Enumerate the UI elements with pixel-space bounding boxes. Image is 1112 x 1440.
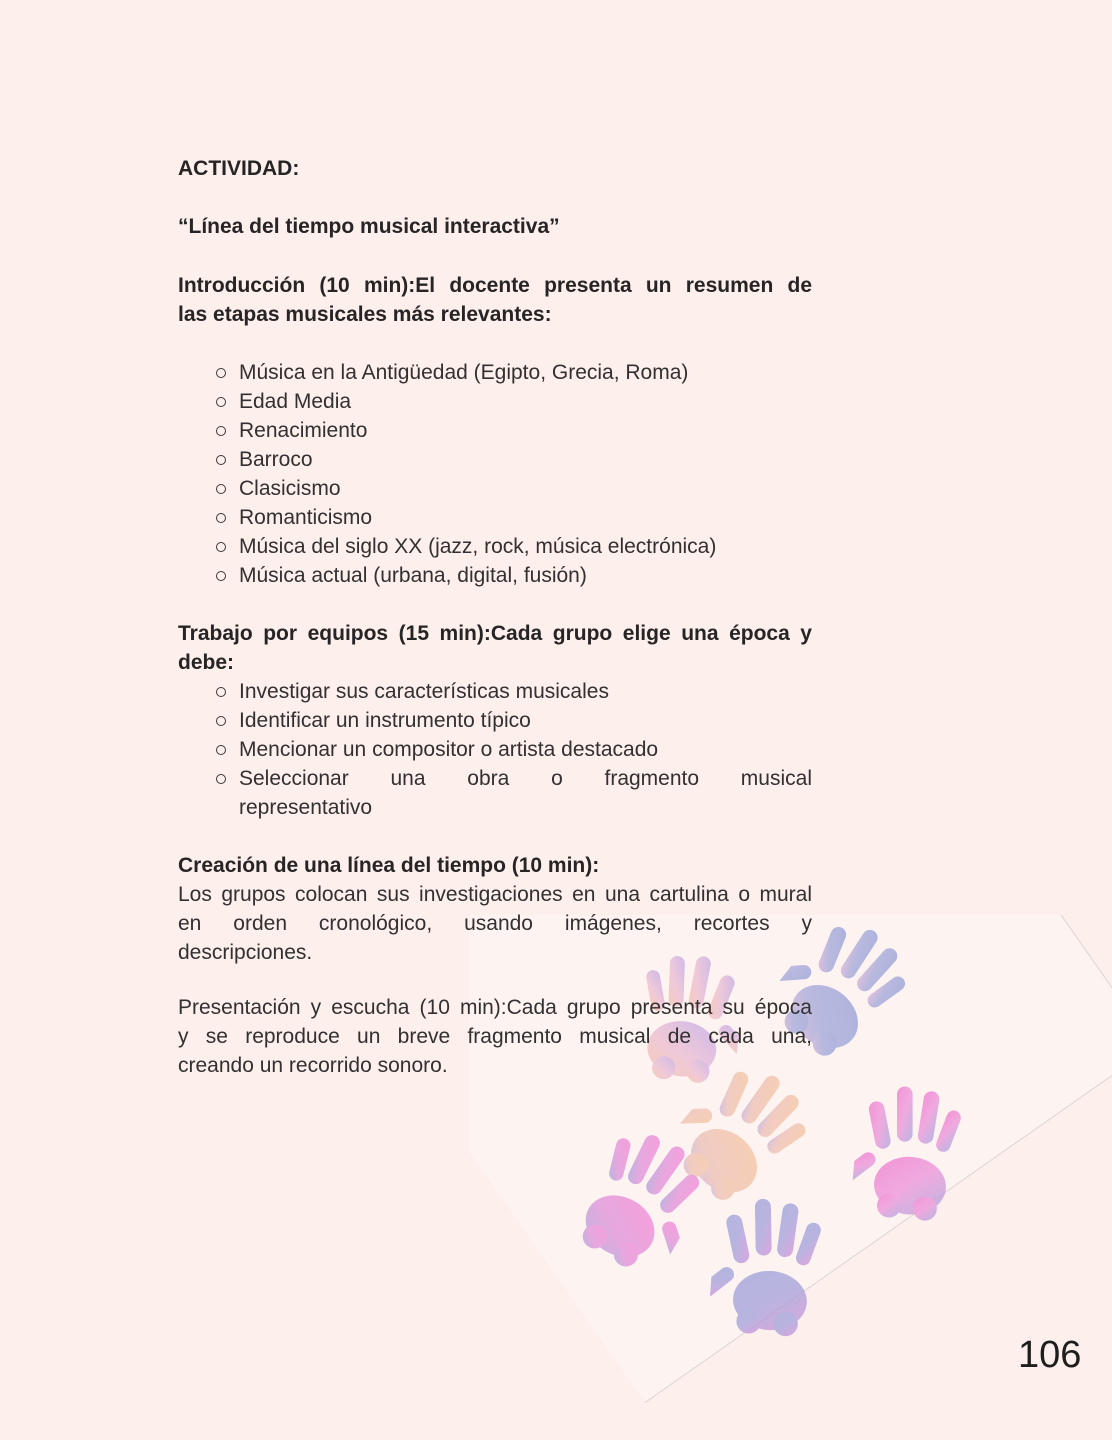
creacion-section <box>178 851 812 967</box>
presentacion-line-1: Presentación y escucha (10 min):Cada grupo presenta su época <box>178 996 812 1019</box>
creacion-line-1: Los grupos colocan sus investigaciones en una cartulina o mural <box>178 883 812 906</box>
creacion-line-2: en orden cronológico, usando imágenes, recortes y <box>178 912 812 935</box>
bullet-circle-icon <box>216 484 226 494</box>
handprint-magenta-icon <box>848 1071 981 1241</box>
creacion-heading: Creación de una línea del tiempo (10 min): <box>178 854 600 877</box>
era-label: Romanticismo <box>239 506 373 529</box>
tarea-item <box>178 677 812 706</box>
handprint-periwinkle-orchid-icon <box>707 1186 843 1354</box>
bullet-circle-icon <box>216 571 226 581</box>
bullet-circle-icon <box>216 397 226 407</box>
tarea-item <box>178 706 812 735</box>
tarea-label: Investigar sus características musicales <box>239 680 609 703</box>
era-item <box>178 416 812 445</box>
presentacion-section <box>178 993 812 1080</box>
creacion-line-3: descripciones. <box>178 941 313 964</box>
tarea-label: Identificar un instrumento típico <box>239 709 531 732</box>
tarea-label <box>239 764 812 822</box>
era-label: Edad Media <box>239 390 352 413</box>
tarea-item <box>178 764 812 822</box>
era-item <box>178 387 812 416</box>
tarea-item <box>178 735 812 764</box>
era-label: Clasicismo <box>239 477 341 500</box>
era-item <box>178 561 812 590</box>
activity-title: “Línea del tiempo musical interactiva” <box>178 215 560 238</box>
bullet-circle-icon <box>216 513 226 523</box>
bullet-circle-icon <box>216 716 226 726</box>
trabajo-line-1: Trabajo por equipos (15 min):Cada grupo elige una época y <box>178 622 812 645</box>
page-number: 106 <box>1018 1334 1082 1376</box>
presentacion-line-2: y se reproduce un breve fragmento musical de cada una, <box>178 1025 812 1048</box>
tarea-final-line-1: Seleccionar una obra o fragmento musical <box>239 767 812 790</box>
tarea-label: Mencionar un compositor o artista destacado <box>239 738 659 761</box>
bullet-circle-icon <box>216 542 226 552</box>
tarea-final-line-2: representativo <box>239 796 373 819</box>
bullet-circle-icon <box>216 687 226 697</box>
trabajo-line-2: debe: <box>178 651 235 674</box>
bullet-circle-icon <box>216 426 226 436</box>
introduccion-line-1: Introducción (10 min):El docente presenta un resumen de <box>178 274 812 297</box>
era-label: Música en la Antigüedad (Egipto, Grecia, Roma) <box>239 361 689 384</box>
bullet-circle-icon <box>216 455 226 465</box>
era-label: Música del siglo XX (jazz, rock, música electrónica) <box>239 535 717 558</box>
activity-label: ACTIVIDAD: <box>178 157 300 180</box>
era-item <box>178 532 812 561</box>
eras-list <box>178 358 812 590</box>
era-label: Barroco <box>239 448 313 471</box>
introduccion-heading <box>178 271 812 329</box>
presentacion-line-3: creando un recorrido sonoro. <box>178 1054 448 1077</box>
bullet-circle-icon <box>216 774 226 784</box>
bullet-circle-icon <box>216 745 226 755</box>
era-item <box>178 503 812 532</box>
bullet-circle-icon <box>216 368 226 378</box>
era-label: Renacimiento <box>239 419 368 442</box>
era-item <box>178 358 812 387</box>
era-label: Música actual (urbana, digital, fusión) <box>239 564 587 587</box>
introduccion-line-2: las etapas musicales más relevantes: <box>178 303 552 326</box>
tareas-list <box>178 677 812 822</box>
era-item <box>178 474 812 503</box>
era-item <box>178 445 812 474</box>
trabajo-heading <box>178 619 812 677</box>
